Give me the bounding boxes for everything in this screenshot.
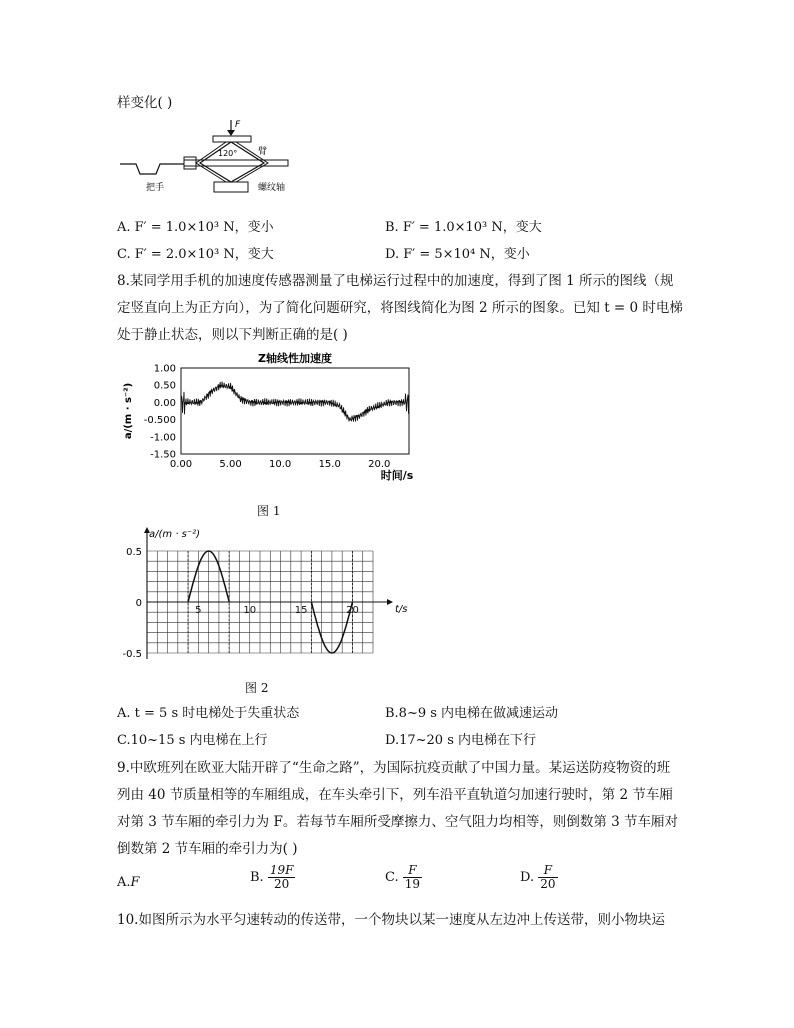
q9-stem-line1: 9.中欧班列在欧亚大陆开辟了“生命之路”，为国际抗疫贡献了中国力量。某运送防疫物资的班 (117, 760, 671, 776)
figure1-caption: 图 1 (257, 504, 281, 518)
q9-option-d-numerator: F (538, 864, 557, 878)
q9-option-a[interactable] (117, 874, 140, 892)
force-label: F (235, 120, 241, 130)
figure2-caption: 图 2 (245, 681, 269, 695)
q8-stem-line1: 8.某同学用手机的加速度传感器测量了电梯运行过程中的加速度，得到了图 1 所示的图线（规 (117, 273, 674, 289)
arm-label: 臂 (258, 147, 268, 157)
q7-option-b[interactable]: B. F′ = 1.0×10³ N，变大 (385, 220, 542, 235)
figure1-x-tick-label: 0.00 (169, 459, 193, 470)
figure1-x-axis-label: 时间/s (380, 469, 414, 482)
q7-option-c[interactable]: C. F′ = 2.0×10³ N，变大 (117, 247, 274, 262)
q9-stem-line3: 对第 3 节车厢的牵引力为 F。若每节车厢所受摩擦力、空气阻力均相等，则倒数第 3 节车厢对 (117, 814, 679, 830)
q9-stem-line2: 列由 40 节质量相等的车厢组成，在车头牵引下，列车沿平直轨道匀加速行驶时，第 2 节车厢 (117, 787, 673, 803)
figure1-y-tick-label: 0.50 (153, 380, 176, 392)
figure1-y-tick-label: -1.50 (150, 449, 176, 461)
q8-option-a[interactable]: A. t = 5 s 时电梯处于失重状态 (117, 706, 300, 721)
figure1-title: Z轴线性加速度 (258, 352, 332, 365)
handle-label: 把手 (146, 183, 165, 193)
q8-option-c[interactable]: C.10~15 s 内电梯在上行 (117, 733, 268, 748)
q9-option-c-denominator: 19 (404, 877, 421, 891)
angle-label: 120° (218, 149, 238, 158)
figure1-chart (117, 350, 422, 485)
q9-stem-line4: 倒数第 2 节车厢的牵引力为( ) (117, 841, 298, 857)
figure2-x-tick-label: 10 (243, 605, 257, 616)
q9-option-b[interactable] (250, 864, 295, 891)
q8-option-b[interactable]: B.8~9 s 内电梯在做减速运动 (385, 706, 559, 721)
figure1-y-tick-label: 1.00 (153, 363, 176, 375)
q7-option-d[interactable]: D. F′ = 5×10⁴ N，变小 (385, 247, 530, 262)
figure1-y-tick-label: -1.00 (150, 432, 176, 444)
q9-option-b-fraction (268, 864, 296, 891)
figure2-x-axis-arrow (387, 599, 393, 605)
figure2-chart (117, 525, 422, 665)
figure2-x-tick-label: 15 (294, 605, 308, 616)
figure2-x-tick-label: 5 (195, 605, 202, 616)
car-jack-figure (118, 116, 303, 196)
figure1-series-line (181, 382, 409, 422)
q9-option-d-denominator: 20 (540, 877, 556, 891)
q8-option-d[interactable]: D.17~20 s 内电梯在下行 (385, 733, 537, 748)
figure2-x-tick-label: 20 (346, 605, 359, 616)
figure1-plot-frame (181, 368, 409, 454)
q9-option-c-fraction (403, 864, 422, 891)
figure2-y-tick-label: -0.5 (122, 649, 142, 660)
q7-text-tail: 样变化( ) (117, 95, 173, 111)
q9-option-a-label: A. (117, 875, 131, 890)
figure1-x-tick-label: 20.0 (368, 459, 391, 470)
q9-option-d-label: D. (520, 870, 535, 885)
screw-label: 螺纹轴 (258, 183, 286, 193)
q7-option-a[interactable]: A. F′ = 1.0×10³ N，变小 (117, 220, 274, 235)
q9-option-d[interactable] (520, 864, 558, 891)
q9-option-d-fraction (538, 864, 557, 891)
q9-option-c-numerator: F (403, 864, 422, 878)
figure2-y-tick-label: 0.5 (126, 547, 142, 558)
figure1-y-tick-label: -0.500 (143, 415, 176, 427)
figure1-x-tick-label: 10.0 (268, 459, 292, 470)
q8-stem-line3: 处于静止状态，则以下判断正确的是( ) (117, 327, 348, 343)
q8-stem-line2: 定竖直向上为正方向），为了简化问题研究，将图线简化为图 2 所示的图象。已知 t = 0 时电梯 (117, 300, 683, 316)
figure2-x-axis-label: t/s (395, 604, 408, 615)
figure2-y-tick-label: 0 (135, 598, 142, 609)
figure1-y-tick-label: 0.00 (153, 397, 176, 409)
q9-option-c[interactable] (385, 864, 422, 891)
q9-option-b-label: B. (250, 870, 264, 885)
figure2-y-axis-label: a/(m · s⁻²) (149, 529, 201, 540)
figure1-x-tick-label: 5.00 (219, 459, 242, 470)
q9-option-b-denominator: 20 (273, 877, 290, 891)
figure1-x-tick-label: 15.0 (318, 459, 341, 470)
q9-option-b-numerator: 19F (269, 863, 294, 877)
q9-option-c-label: C. (385, 870, 399, 885)
q9-option-a-value: F (130, 875, 140, 890)
q10-stem-line1: 10.如图所示为水平匀速转动的传送带，一个物块以某一速度从左边冲上传送带，则小物块运 (117, 912, 665, 928)
figure1-y-axis-label: a/(m · s⁻²) (123, 382, 134, 440)
